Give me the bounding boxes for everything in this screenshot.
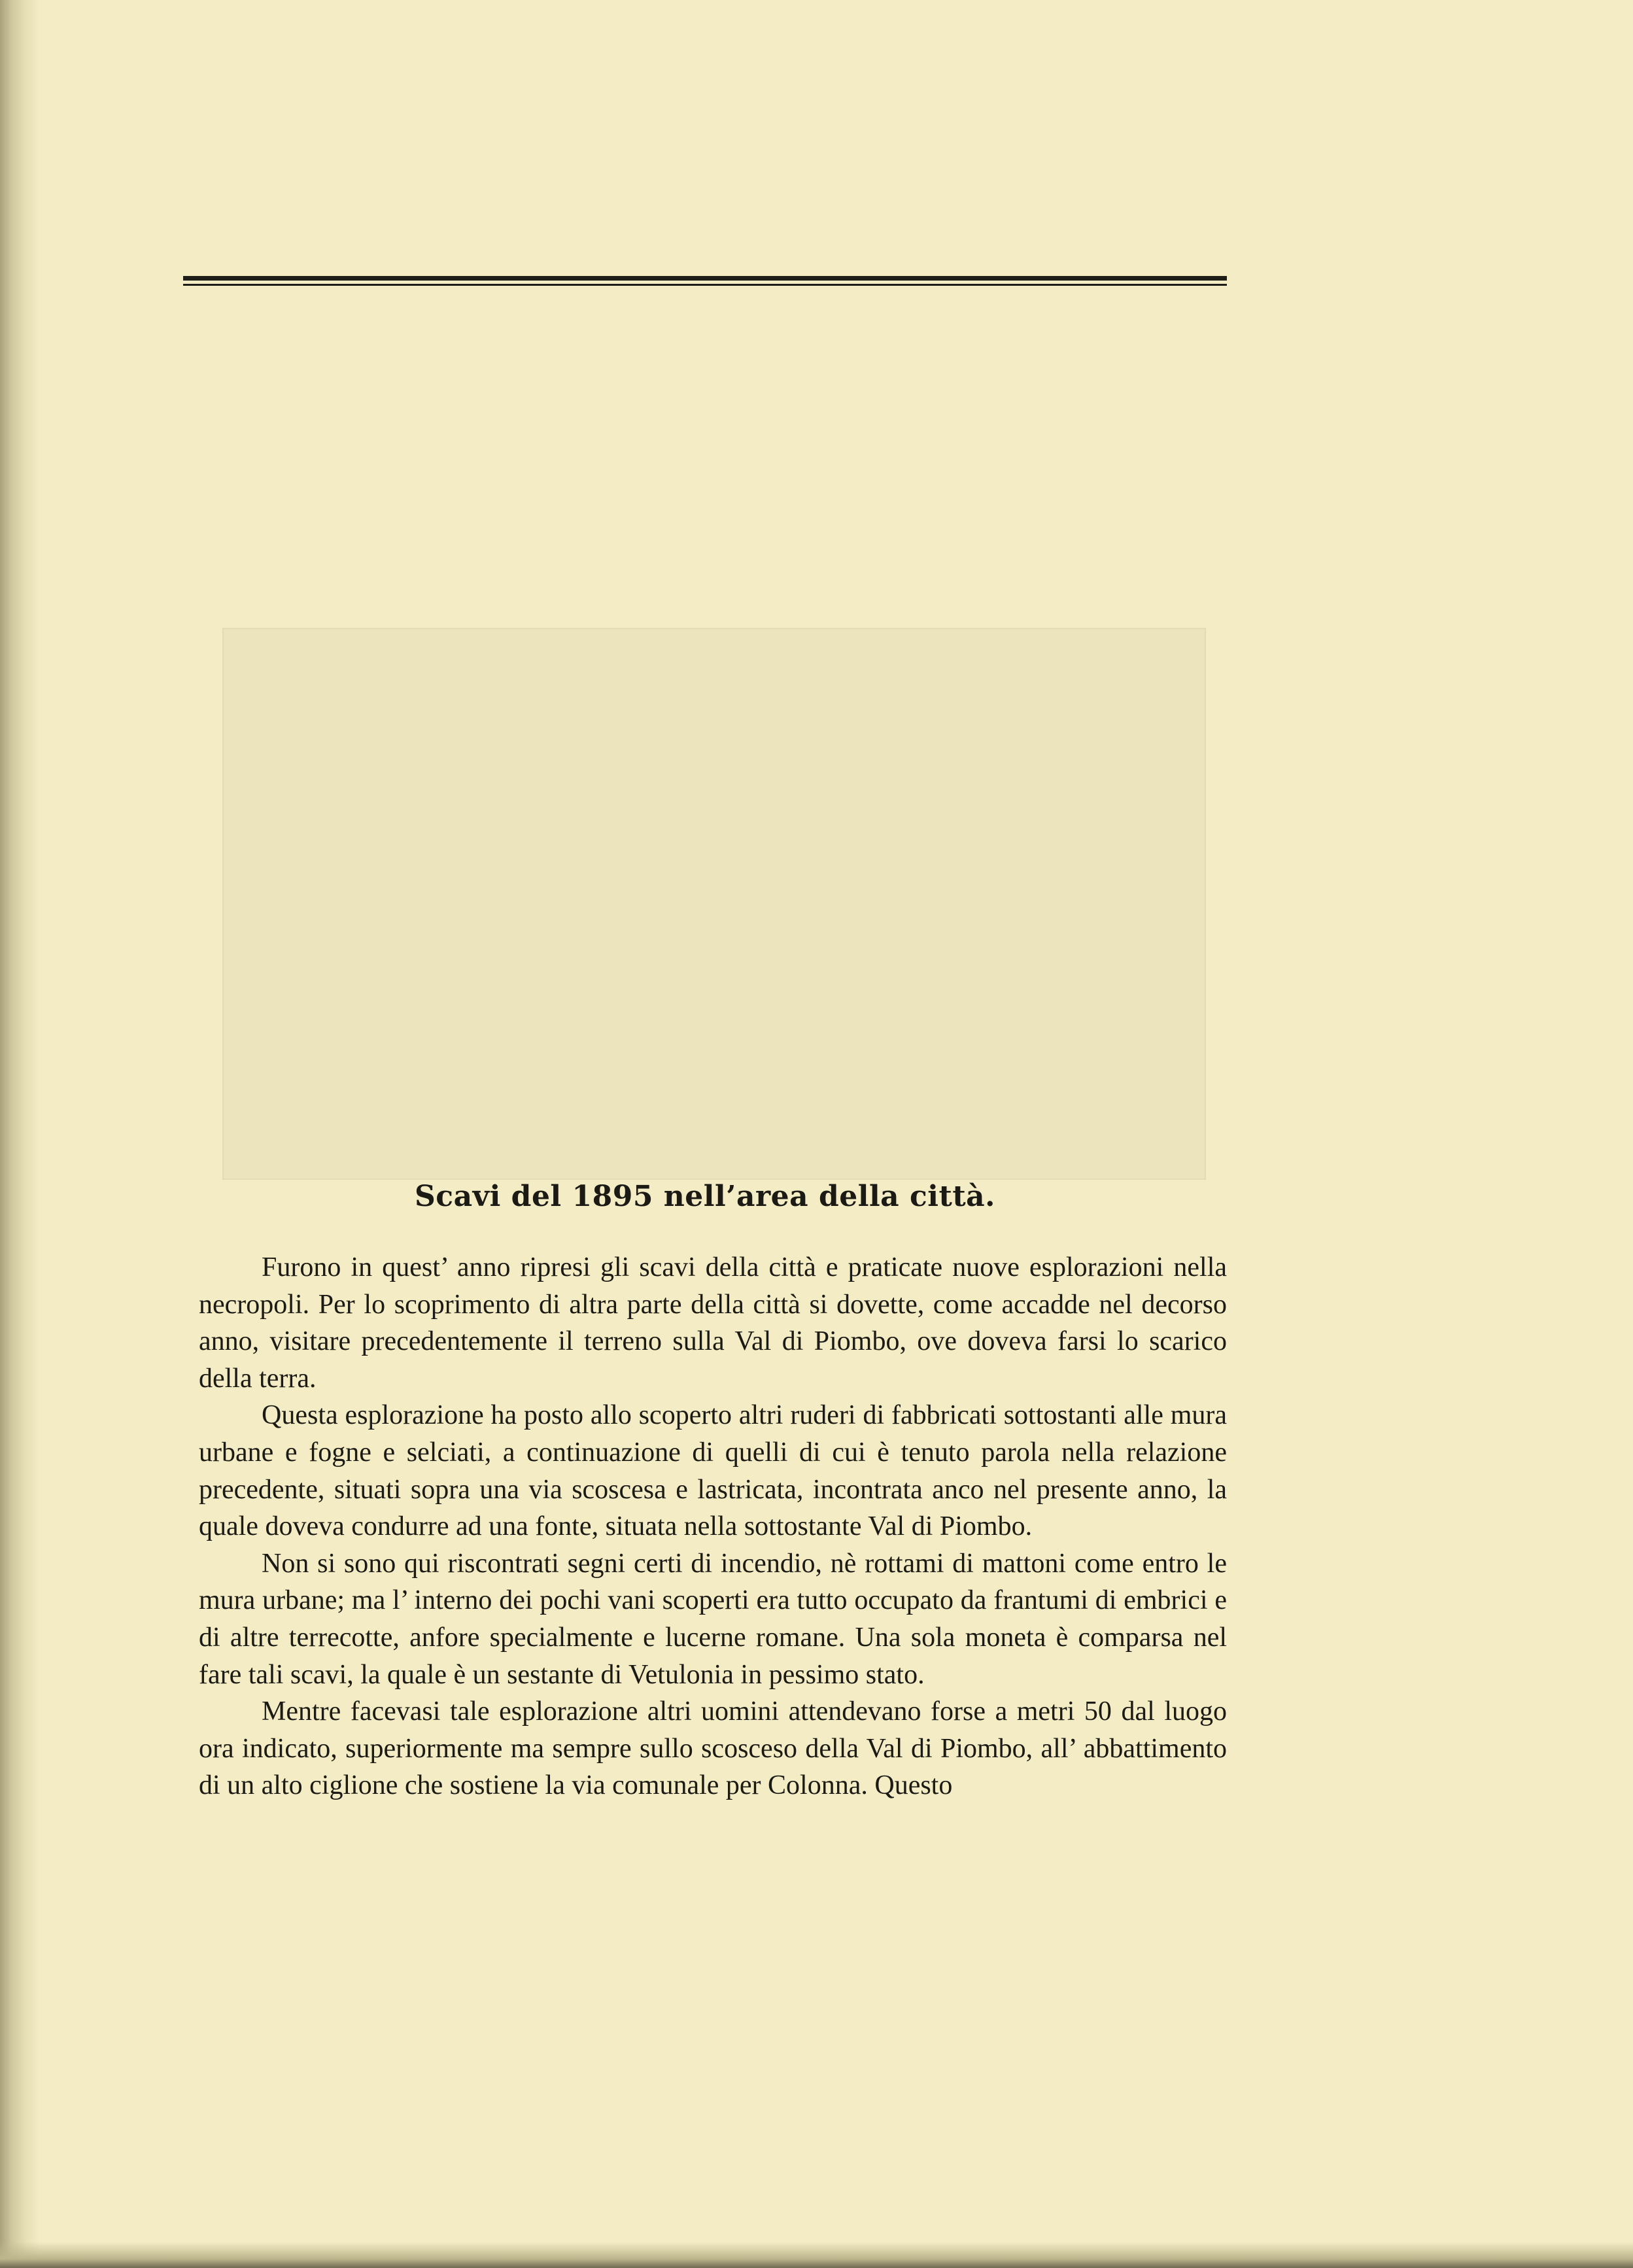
body-text bbox=[199, 1249, 1227, 1804]
paragraph-4: Mentre facevasi tale esplorazione altri uomini attendevano forse a metri 50 dal luogo ora indicato, superiormente ma sempre sullo scosceso della Val di Piombo, all’ abbattimento di un alto ciglione che sostiene la via comunale per Colonna. Questo bbox=[199, 1696, 1227, 1801]
show-through-figure bbox=[222, 628, 1206, 1180]
paragraph-1: Furono in quest’ anno ripresi gli scavi della città e praticate nuove esplorazioni nella necropoli. Per lo scoprimento di altra parte della città si dovette, come accadde nel decorso anno, visitare precedentemente il terreno sulla Val di Piombo, ove doveva farsi lo scarico della terra. bbox=[199, 1252, 1227, 1394]
scan-edge-bottom bbox=[0, 2242, 1633, 2268]
paragraph-3: Non si sono qui riscontrati segni certi di incendio, nè rottami di mattoni come entro le mura urbane; ma l’ interno dei pochi vani scoperti era tutto occupato da frantumi di embrici e di altre terrecotte, anfore specialmente e lucerne romane. Una sola moneta è comparsa nel fare tali scavi, la quale è un sestante di Vetulonia in pessimo stato. bbox=[199, 1548, 1227, 1690]
paragraph-2: Questa esplorazione ha posto allo scoperto altri ruderi di fabbricati sottostanti alle mura urbane e fogne e selciati, a continuazione di quelli di cui è tenuto parola nella relazione precedente, situati sopra una via scoscesa e lastricata, incontrata anco nel presente anno, la quale doveva condurre ad una fonte, situata nella sottostante Val di Piombo. bbox=[199, 1400, 1227, 1542]
section-title: Scavi del 1895 nell’area della città. bbox=[415, 1180, 995, 1213]
header-rule-thick bbox=[183, 276, 1227, 281]
header-rule-thin bbox=[183, 284, 1227, 286]
scan-edge-left bbox=[0, 0, 39, 2268]
